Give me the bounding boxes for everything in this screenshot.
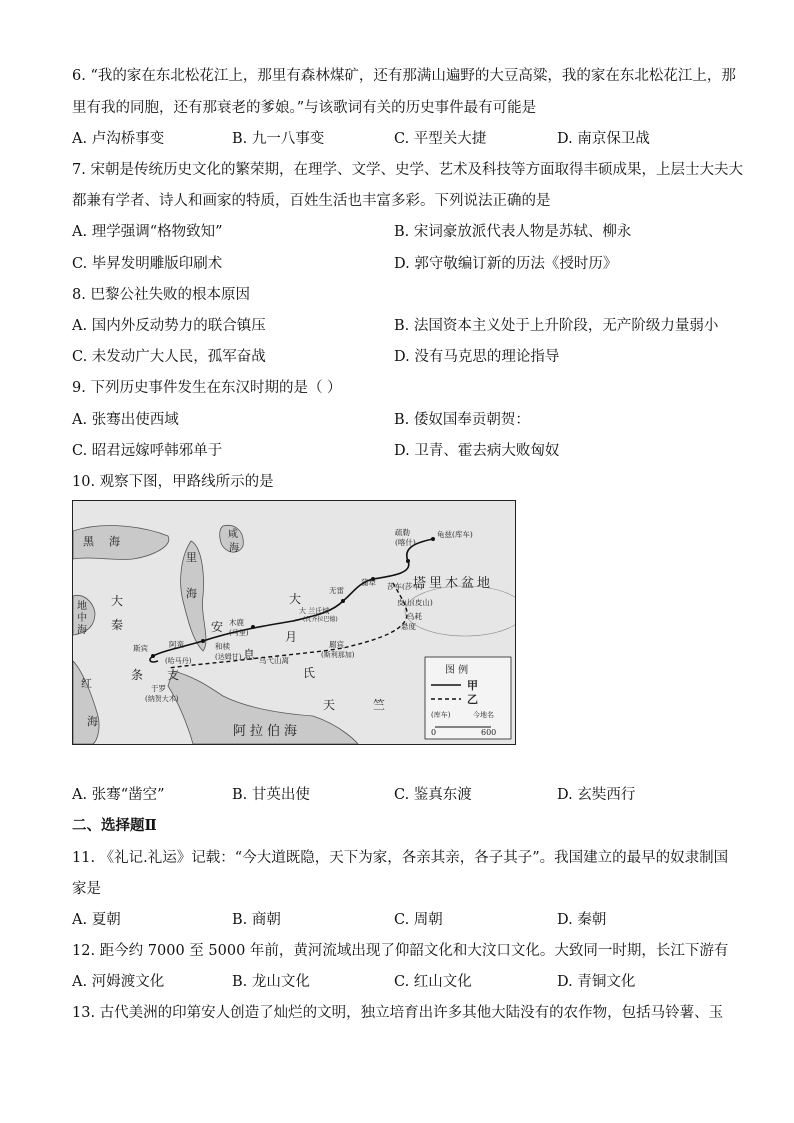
map-label-aman-modern: (哈马丹) (165, 657, 192, 665)
map-label-med-2: 中 (77, 613, 87, 624)
question-9-options-row2 (72, 441, 732, 461)
map-label-red-sea-2: 海 (87, 715, 98, 728)
map-label-shule-modern: (喀什) (395, 538, 416, 547)
map-label-qiuci: 龟兹(库车) (437, 530, 473, 539)
silk-road-map (72, 500, 516, 745)
city-dot-hedu (251, 625, 255, 629)
map-label-manli: 蒲犁 (361, 578, 376, 587)
map-label-tiaozhi-2: 支 (167, 668, 180, 682)
question-7-option-b[interactable]: B. 宋词豪放派代表人物是苏轼、柳永 (394, 224, 632, 240)
map-scale-end: 600 (481, 728, 497, 737)
map-label-black-sea-1: 黑 (83, 535, 94, 548)
map-legend-route-a: 甲 (467, 679, 478, 692)
question-10-option-d[interactable]: D. 玄奘西行 (557, 787, 636, 803)
question-7-option-c[interactable]: C. 毕昇发明雕版印刷术 (72, 256, 223, 272)
map-label-mulu: 木鹿 (229, 618, 244, 627)
map-label-mulu-modern: (马里) (229, 629, 249, 637)
map-label-hedu-modern: (达姆甘) (215, 653, 242, 661)
map-label-sibin: 斯宾 (133, 644, 148, 653)
map-label-anxi-1: 安 (211, 620, 224, 634)
question-9-option-b[interactable]: B. 倭奴国奉贡朝贺： (394, 412, 530, 428)
question-12-options (72, 972, 732, 992)
map-label-aman: 阿蛮 (169, 640, 184, 649)
question-8-option-d[interactable]: D. 没有马克思的理论指导 (394, 349, 560, 365)
map-legend-route-b: 乙 (467, 693, 478, 706)
question-12-option-c[interactable]: C. 红山文化 (394, 974, 472, 990)
question-9-option-d[interactable]: D. 卫青、霍去病大败匈奴 (394, 443, 560, 459)
question-10-options (72, 785, 732, 805)
map-label-anxi-2: 息 (243, 648, 256, 662)
map-label-pishan: 皮山(皮山) (397, 598, 433, 607)
map-label-lanshi-modern: (瓦齐拉巴德) (303, 616, 338, 623)
map-label-wulei: 乌耗 (407, 612, 422, 621)
question-9-option-a[interactable]: A. 张骞出使西域 (72, 412, 179, 428)
map-label-wuyishanli: 乌弋山离 (259, 656, 289, 665)
map-label-jibin: 罽宾 (329, 640, 344, 649)
map-legend-note-ancient: (库车) (431, 711, 451, 719)
question-6-option-a[interactable]: A. 卢沟桥事变 (72, 131, 165, 147)
map-label-hedu: 和椟 (215, 642, 230, 651)
map-label-shule: 疏勒 (395, 528, 410, 537)
question-11-options (72, 910, 732, 930)
question-7-option-d[interactable]: D. 郭守敬编订新的历法《授时历》 (394, 256, 618, 272)
map-label-dayuezhi-3: 氏 (303, 666, 316, 680)
city-dot-shule (406, 559, 410, 563)
map-label-jibin-modern: (斯利那加) (321, 651, 355, 659)
question-6-option-c[interactable]: C. 平型关大捷 (394, 131, 487, 147)
question-11-text-line1: 11. 《礼记.礼运》记载：“今大道既隐，天下为家，各亲其亲，各子其子”。我国建立的最早的奴隶制国 (72, 850, 729, 866)
question-8-options-row1 (72, 316, 732, 336)
question-9-options-row1 (72, 410, 732, 430)
map-label-shache: 莎车(莎车) (387, 582, 423, 591)
question-11-option-a[interactable]: A. 夏朝 (72, 912, 121, 928)
question-8-text: 8. 巴黎公社失败的根本原因 (72, 287, 250, 303)
map-label-yuluo: 于罗 (151, 684, 166, 693)
question-12-option-b[interactable]: B. 龙山文化 (232, 974, 310, 990)
question-11-option-b[interactable]: B. 商朝 (232, 912, 281, 928)
map-label-tianzhu-2: 竺 (373, 698, 386, 712)
map-label-tiaozhi-1: 条 (131, 668, 144, 682)
question-8-options-row2 (72, 347, 732, 367)
map-label-aral-2: 海 (229, 543, 239, 554)
question-11-option-c[interactable]: C. 周朝 (394, 912, 443, 928)
question-11-option-d[interactable]: D. 秦朝 (557, 912, 607, 928)
question-7-option-a[interactable]: A. 理学强调“格物致知” (72, 224, 223, 240)
question-6-option-b[interactable]: B. 九一八事变 (232, 131, 325, 147)
map-label-daqin-2: 秦 (111, 618, 124, 632)
map-label-xuandu: 悬度 (401, 622, 416, 631)
city-dot-aman (201, 639, 205, 643)
map-label-yuluo-modern: (纳贺大木) (145, 695, 179, 703)
city-dot-qiuci (431, 537, 435, 541)
question-13-text: 13. 古代美洲的印第安人创造了灿烂的文明，独立培育出许多其他大陆没有的农作物，包括马铃薯、玉 (72, 1005, 724, 1021)
question-6-option-d[interactable]: D. 南京保卫战 (557, 131, 650, 147)
map-legend-title: 图 例 (445, 665, 469, 676)
map-legend-note-modern: 今地名 (473, 711, 494, 719)
map-label-arabian-sea: 阿拉伯海 (233, 724, 302, 739)
map-label-lanshi: 大 兰氏城 (299, 607, 330, 615)
map-label-dayuezhi-2: 月 (285, 630, 298, 644)
map-label-red-sea-1: 红 (81, 677, 92, 690)
map-label-wuleia: 无雷 (329, 586, 344, 595)
question-7-text-line1: 7. 宋朝是传统历史文化的繁荣期，在理学、文学、史学、艺术及科技等方面取得丰硕成果，上层士大夫大 (72, 162, 743, 178)
city-dot-lanshi (341, 599, 345, 603)
map-label-caspian-2: 海 (186, 587, 197, 600)
question-8-option-a[interactable]: A. 国内外反动势力的联合镇压 (72, 318, 266, 334)
question-8-option-c[interactable]: C. 未发动广大人民，孤军奋战 (72, 349, 266, 365)
map-label-caspian-1: 里 (186, 551, 197, 564)
question-10-option-a[interactable]: A. 张骞“凿空” (72, 787, 165, 803)
question-7-options-row2 (72, 254, 732, 274)
map-label-dayuezhi-1: 大 (289, 592, 302, 606)
question-9-option-c[interactable]: C. 昭君远嫁呼韩邪单于 (72, 443, 223, 459)
map-label-med-3: 海 (77, 625, 87, 636)
question-11-text-line2: 家是 (72, 881, 101, 897)
map-label-tarim: 塔里木盆地 (413, 576, 494, 591)
question-6-text-line1: 6. “我的家在东北松花江上，那里有森林煤矿，还有那满山遍野的大豆高粱，我的家在东北松花江上，那 (72, 68, 736, 84)
city-dot-sibin (151, 654, 155, 658)
map-label-aral-1: 咸 (228, 529, 238, 540)
question-8-option-b[interactable]: B. 法国资本主义处于上升阶段，无产阶级力量弱小 (394, 318, 719, 334)
question-9-text: 9. 下列历史事件发生在东汉时期的是（ ） (72, 380, 342, 396)
map-label-tianzhu-1: 天 (323, 698, 336, 712)
question-10-option-b[interactable]: B. 甘英出使 (232, 787, 310, 803)
map-label-daqin-1: 大 (111, 594, 124, 608)
question-12-text: 12. 距今约 7000 至 5000 年前，黄河流域出现了仰韶文化和大汶口文化。大致同一时期，长江下游有 (72, 943, 729, 959)
question-12-option-a[interactable]: A. 河姆渡文化 (72, 974, 165, 990)
question-7-text-line2: 都兼有学者、诗人和画家的特质，百姓生活也丰富多彩。下列说法正确的是 (72, 193, 551, 209)
question-6-text-line2: 里有我的同胞，还有那衰老的爹娘。”与该歌词有关的历史事件最有可能是 (72, 100, 537, 116)
map-label-black-sea-2: 海 (109, 535, 120, 548)
question-10-text: 10. 观察下图，甲路线所示的是 (72, 474, 274, 490)
question-12-option-d[interactable]: D. 青铜文化 (557, 974, 636, 990)
question-6-options (72, 129, 732, 149)
question-10-option-c[interactable]: C. 鉴真东渡 (394, 787, 472, 803)
map-scale-start: 0 (431, 728, 437, 737)
map-svg (73, 501, 515, 744)
question-7-options-row1 (72, 222, 732, 242)
section-2-title: 二、选择题Ⅱ (72, 817, 157, 834)
map-label-med-1: 地 (77, 601, 87, 612)
